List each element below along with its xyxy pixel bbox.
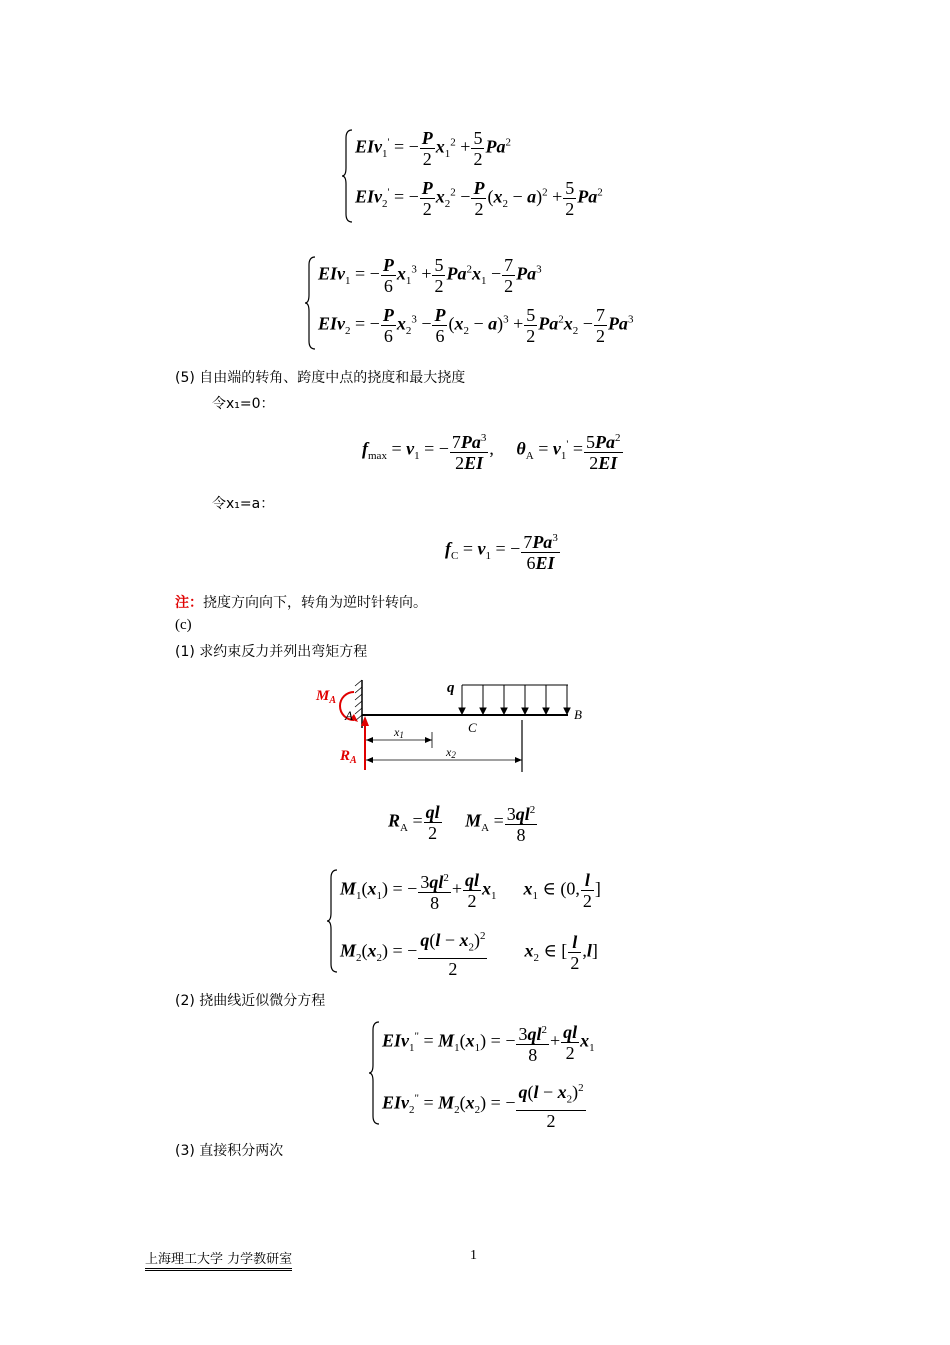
section-1-title: (1) 求约束反力并列出弯矩方程 (175, 644, 368, 660)
equation-slope-system: EIv$_1$' = − $\frac{P}{2}$ $x_1^2$ + $\frac{5}{2}$ Pa$^2$ EIv$_2$' = − $\frac{P}{2}$ $x_2^2$ − $\frac{P}{2}$ $(x_2 - a)^2$ + $\frac{5}{2}$ Pa$^2$ (345, 128, 665, 228)
cantilever-beam-diagram (300, 670, 610, 780)
equation-reactions: $R_A$ = $\frac{ql}{2}$ $M_A$ = $\frac{3ql^2}{8}$ (388, 802, 536, 845)
svg-text:RA: $R_A$ (340, 748, 357, 766)
svg-text:C: C (468, 720, 477, 735)
brace-icon (368, 1020, 380, 1126)
equation-differential-system: $EIv_1^" = M_1(x_1)$ = − $\frac{3ql^2}{8}$ + $\frac{ql}{2}$ $x_1$ $EIv_2^" = M_2(x_2)$ = − $\frac{q(l - x_2)^2}{2}$ (372, 1020, 632, 1130)
brace-icon (341, 128, 353, 224)
section-5-title: (5) 自由端的转角、跨度中点的挠度和最大挠度 (175, 370, 466, 386)
svg-text:x2: x2 (446, 745, 456, 760)
svg-text:MA: $M_A$ (316, 688, 337, 706)
svg-text:q: q (447, 680, 455, 696)
svg-text:A: A (345, 708, 353, 723)
equation-fmax-thetaA: $f_{max} = v_1$ = − $\frac{7Pa^3}{2EI}$ , $\theta_A = v_1'$ = $\frac{5Pa^2}{2EI}$ (362, 428, 624, 473)
brace-icon (304, 255, 316, 351)
part-c-label: (c) (175, 617, 192, 633)
svg-text:B: B (574, 707, 582, 722)
equation-moment-system: $M_1(x_1)$ = − $\frac{3ql^2}{8}$ + $\frac{ql}{2}$ $x_1$ $x_1$ ∈ (0, $\frac{l}{2}$ ] $M_2(x_2)$ = − $\frac{q(l - x_2)^2}{2}$ $x_2$ ∈ [ $\frac{l}{2}$ ,l] (330, 868, 650, 978)
let-x1-a: 令x₁=a： (212, 496, 275, 512)
section-3-title: (3) 直接积分两次 (175, 1143, 284, 1159)
brace-icon (326, 868, 338, 974)
let-x1-zero: 令x₁=0： (212, 396, 275, 412)
page-number: 1 (470, 1248, 477, 1263)
equation-fC: $f_C = v_1$ = − $\frac{7Pa^3}{6EI}$ (445, 528, 561, 573)
svg-text:x1: x1 (394, 725, 404, 740)
equation-deflection-system: EIv$_1$ = − $\frac{P}{6}$ $x_1^3$ + $\frac{5}{2}$ $Pa^2x_1$ − $\frac{7}{2}$ Pa$^3$ EIv$_2$ = − $\frac{P}{6}$ $x_2^3$ − $\frac{P}{6}$ $(x_2 - a)^3$ + $\frac{5}{2}$ $Pa^2x_2$ − $\frac{7}{2}$ Pa$^3$ (308, 255, 688, 355)
section-2-title: (2) 挠曲线近似微分方程 (175, 993, 326, 1009)
note: 注：挠度方向向下，转角为逆时针转向。 (175, 595, 427, 611)
footer-institution: 上海理工大学 力学教研室 (145, 1248, 292, 1271)
